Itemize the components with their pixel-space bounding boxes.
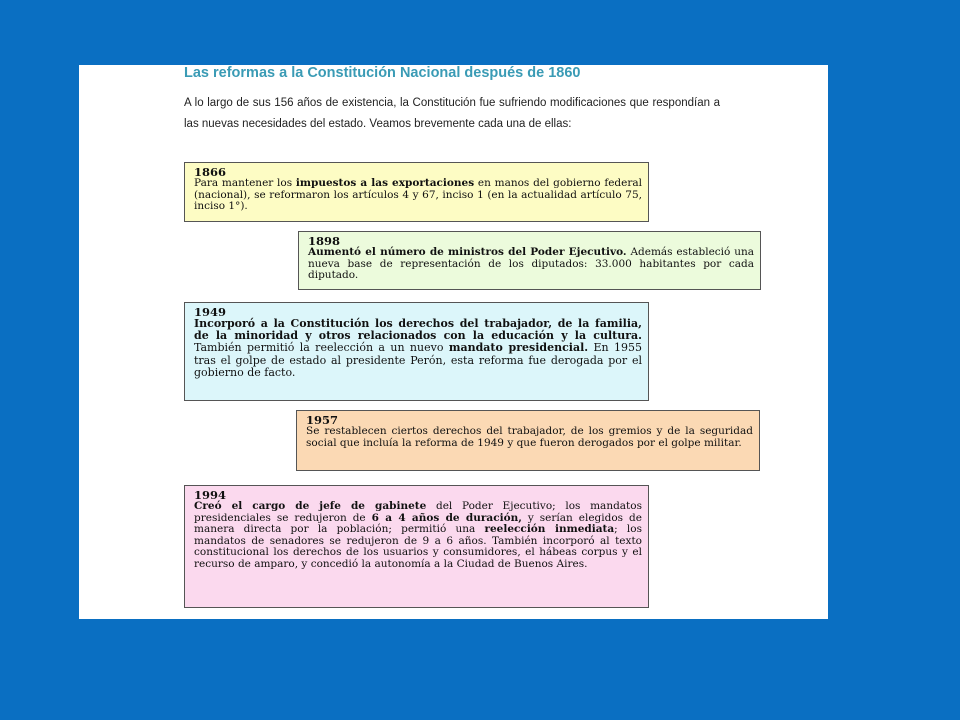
reform-text <box>194 177 642 212</box>
reform-year: 1957 <box>306 413 339 427</box>
intro-paragraph: A lo largo de sus 156 años de existencia, la Constitución fue sufriendo modificaciones que respondían a las nuevas necesidades del estado. Veamos brevemente cada una de ellas: <box>184 97 720 130</box>
reform-box-1994 <box>184 485 649 608</box>
reform-box-1866 <box>184 162 649 222</box>
bold-text-run: Incorporó a la Constitución los derechos del trabajador, de la familia, de la minoridad y otros relacionados con la educación y la cultura. <box>194 317 642 343</box>
document-page <box>79 65 828 619</box>
text-run: Además estableció una nueva base de representación de los diputados: 33.000 habitantes por cada diputado. <box>308 246 754 282</box>
reform-text <box>306 425 753 449</box>
reform-box-1949 <box>184 302 649 401</box>
reform-text <box>194 500 642 570</box>
page-title: Las reformas a la Constitución Nacional después de 1860 <box>184 65 581 81</box>
bold-text-run: mandato presidencial. <box>448 341 589 355</box>
bold-text-run: Aumentó el número de ministros del Poder Ejecutivo. <box>308 246 627 258</box>
reform-box-1957 <box>296 410 760 471</box>
reform-box-1898 <box>298 231 761 290</box>
bold-text-run: 6 a 4 años de duración, <box>371 511 522 524</box>
reform-year: 1866 <box>194 165 227 179</box>
text-run: en manos del gobierno federal (nacional), se reformaron los artículos 4 y 67, inciso 1 (en la actualidad artículo 75, inciso 1°). <box>194 177 642 213</box>
bold-text-run: reelección inmediata <box>484 523 615 536</box>
text-run: ; los mandatos de senadores se redujeron de 9 a 6 años. También incorporó al texto constitucional los derechos de los usuarios y consumidores, el hábeas corpus y el recurso de amparo, y concedió la autonomía a la Ciudad de Buenos Aires. <box>194 523 642 570</box>
text-run: En 1955 tras el golpe de estado al presidente Perón, esta reforma fue derogada por el gobierno de facto. <box>194 341 642 379</box>
reform-year: 1898 <box>308 234 341 248</box>
reform-text <box>194 317 642 379</box>
reform-year: 1949 <box>194 305 227 319</box>
text-run: del Poder Ejecutivo; los mandatos presidenciales se redujeron de <box>194 500 642 524</box>
text-run: y serían elegidos de manera directa por la población; permitió una <box>194 511 642 536</box>
bold-text-run: impuestos a las exportaciones <box>295 177 475 189</box>
reform-text <box>308 246 754 281</box>
reform-year: 1994 <box>194 488 227 502</box>
text-run: También permitió la reelección a un nuevo <box>194 341 449 355</box>
bold-text-run: Creó el cargo de jefe de gabinete <box>194 500 427 512</box>
text-run: Para mantener los <box>194 177 296 189</box>
text-run: Se restablecen ciertos derechos del trabajador, de los gremios y de la seguridad social que incluía la reforma de 1949 y que fueron derogados por el golpe militar. <box>306 425 753 449</box>
